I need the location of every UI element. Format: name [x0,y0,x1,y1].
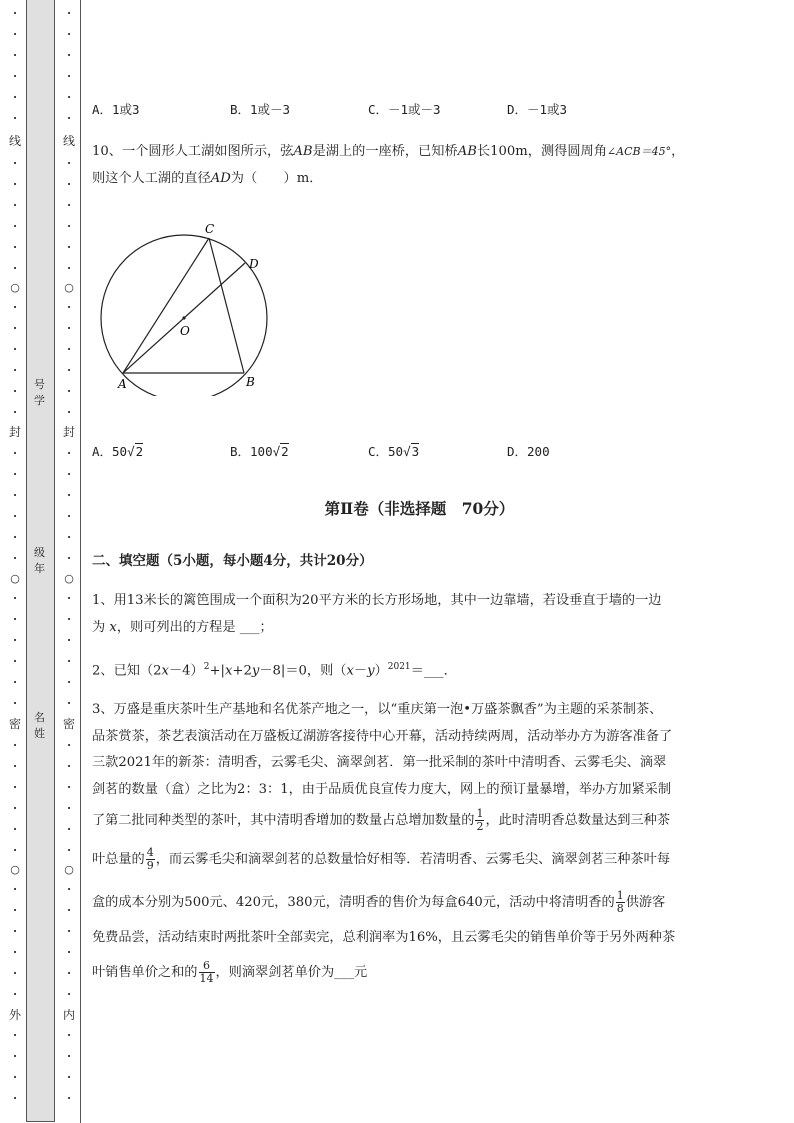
seal-mark-line: 线 [8,134,21,148]
option-b[interactable]: B．100√2 [230,444,289,459]
fraction: $\frac{1}{8}$ [616,889,624,916]
question-10: 10、一个圆形人工湖如图所示，弦AB是湖上的一座桥，已知桥AB长100m，测得圆周角∠ACB＝45°， 则这个人工湖的直径AD为（ ）m． [92,144,685,186]
seal-mark-circle: ○ [10,281,20,294]
option-a[interactable]: A．50√2 [92,444,144,459]
seal-mark-seal: 封 [62,425,75,439]
fraction: $\frac{4}{9}$ [146,846,154,873]
seal-mark-outer: 外 [8,1008,21,1022]
option-c[interactable]: C．50√3 [368,444,420,459]
binding-margin [0,0,90,1123]
seal-mark-inner: 内 [62,1008,75,1022]
lake-circle [101,235,267,396]
label-o: O [180,324,190,338]
seal-mark-circle: ○ [64,863,74,876]
fill-question-1: 1、用13米长的篱笆围成一个面积为20平方米的长方形场地，其中一边靠墙，若设垂直于墙的一边 为 x，则可列出的方程是 ___； [92,593,662,635]
name-label: 名姓 [34,711,45,740]
student-id-label: 号学 [34,378,45,407]
segment-ac [123,238,209,373]
seal-mark-secret: 密 [8,717,21,731]
label-b: B [246,375,255,389]
seal-mark-circle: ○ [10,863,20,876]
q9-options [92,100,747,120]
option-c[interactable]: C．－1或－3 [368,102,441,117]
label-d: D [249,257,259,271]
fraction: $\frac{6}{14}$ [199,958,214,985]
circle-figure [96,216,276,396]
section2-heading: 二、填空题（5小题，每小题4分，共计20分） [92,553,373,569]
margin-divider [80,0,81,1123]
part2-title: 第Ⅱ卷（非选择题 70分） [324,499,515,518]
option-a[interactable]: A．1或3 [92,102,140,117]
outer-seal-line: · · · · · · 线 · · · · · · ○ · · · · · · 封 · · · · · · ○ · · · · · · 密 · · · · · · ○ · · · · · · 外 · · · · [5,0,25,1123]
seal-mark-circle: ○ [64,572,74,585]
label-c: C [205,222,215,236]
fraction: $\frac{1}{2}$ [476,807,484,834]
seal-mark-circle: ○ [64,281,74,294]
fill-question-2: 2、已知$(2x-4)^2+|x+2y-8|=0$，则$(x-y)^{2021}=\_\_\_$． [92,662,457,679]
inner-seal-line: · · · · · · 线 · · · · · · ○ · · · · · · 封 · · · · · · ○ · · · · · · 密 · · · · · · ○ · · · · · · 内 · · · · [59,0,79,1123]
center-point [182,316,185,319]
segment-cb [209,238,244,373]
option-d[interactable]: D．－1或3 [507,102,568,117]
grade-label: 级年 [34,546,45,575]
seal-mark-line: 线 [62,134,75,148]
label-a: A [118,377,127,391]
seal-mark-seal: 封 [8,425,21,439]
seal-mark-circle: ○ [10,572,20,585]
q10-options [92,442,747,462]
seal-mark-secret: 密 [62,717,75,731]
option-b[interactable]: B．1或－3 [230,102,291,117]
option-d[interactable]: D．200 [507,444,550,459]
fill-question-3: 3、万盛是重庆茶叶生产基地和名优茶产地之一，以“重庆第一泡•万盛茶飘香”为主题的采茶制茶、 品茶赏茶，茶艺表演活动在万盛板辽湖游客接待中心开幕，活动持续两周，活动举办方为游客准备了 三款2021年的新茶：清明香，云雾毛尖、滴翠剑茗．第一批采制的茶叶中清明香、云雾毛尖、滴翠 剑茗的数量（盒）之比为2：3：1，由于品质优良宣传力度大，网上的预订量暴增，举办方加紧采制 了第二批同种类型的茶叶，其中清明香增加的数量占总增加数量的 $\frac{1}{2}$ ，此时清明香总数量达到三种茶 叶总量的 $\frac{4}{9}$ ，而云雾毛尖和滴翠剑茗的总数量恰好相等．若清明香、云雾毛尖、滴翠剑茗三种茶叶每 盒的成本分别为500元、420元，380元，清明香的售价为每盒640元，活动中将清明香的 $\frac{1}{8}$ 供游客 免费品尝，活动结束时两批茶叶全部卖完，总利润率为16%，且云雾毛尖的销售单价等于另外两种茶 叶销售单价之和的 $\frac{6}{14}$ ，则滴翠剑茗单价为___元 [92,702,676,985]
